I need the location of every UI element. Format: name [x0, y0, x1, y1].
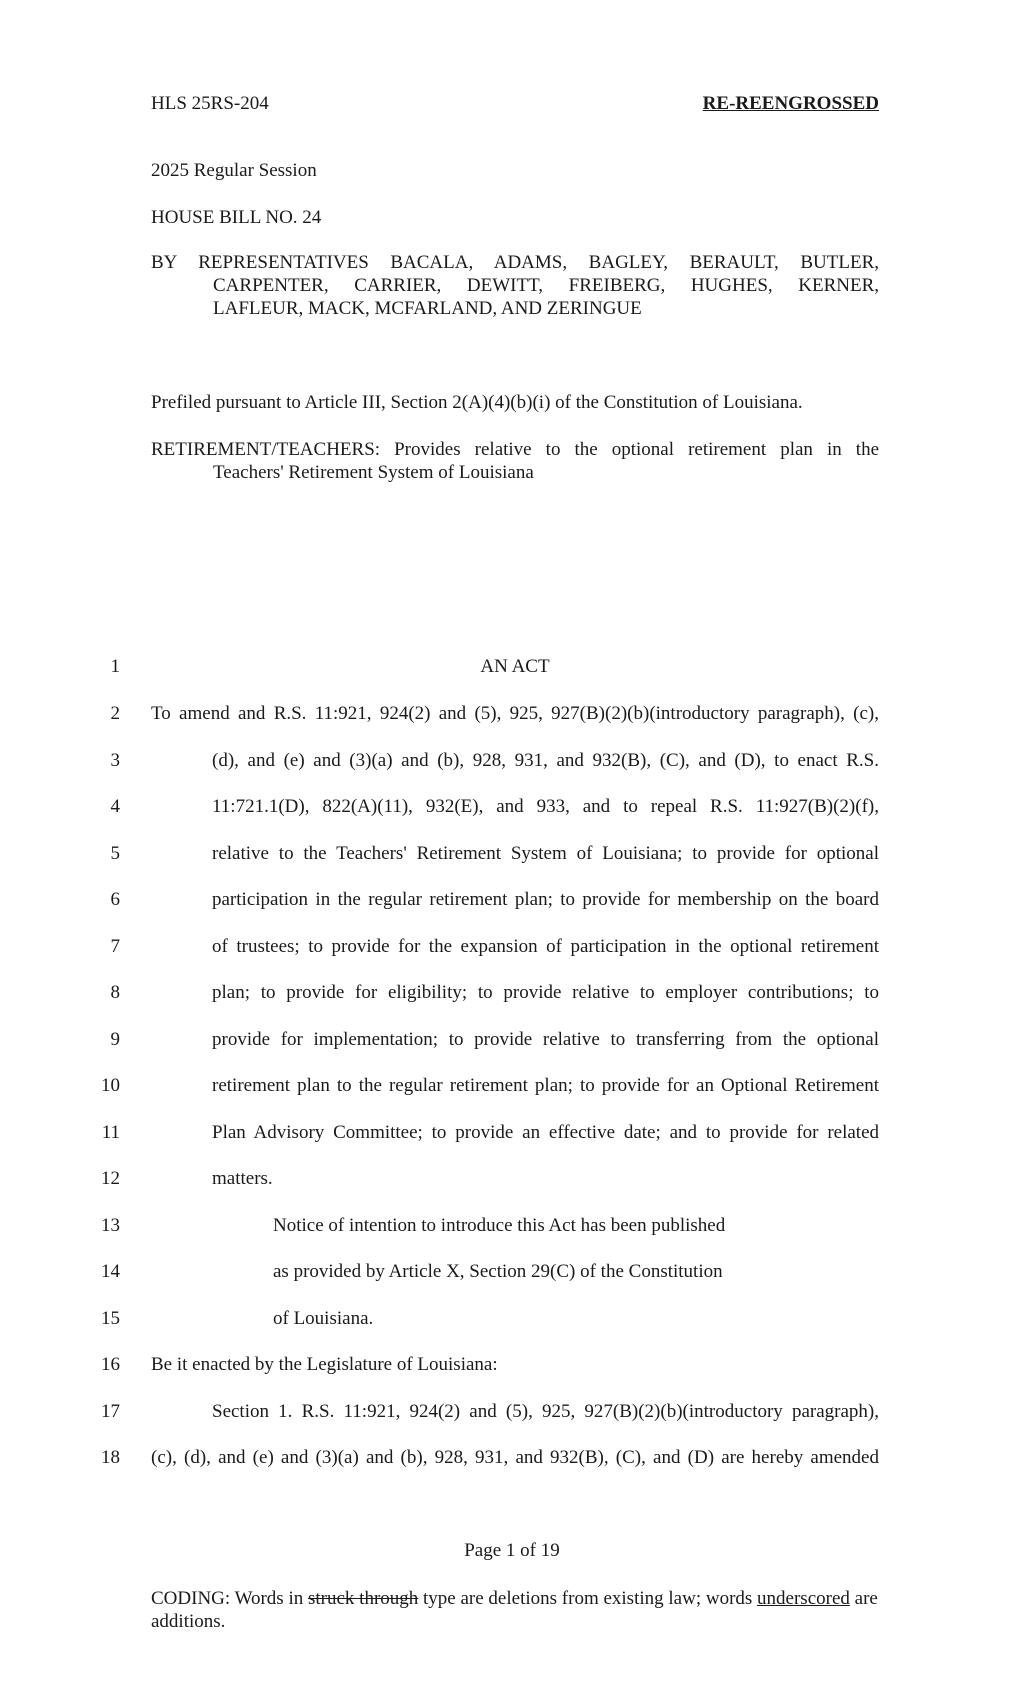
digest-line-2: Teachers' Retirement System of Louisiana — [213, 462, 534, 483]
digest-line-1: RETIREMENT/TEACHERS: Provides relative to the optional retirement plan in the — [151, 439, 879, 460]
numbered-line — [0, 1261, 1024, 1291]
document-status: RE-REENGROSSED — [702, 93, 879, 114]
numbered-line — [0, 843, 1024, 873]
line-number: 5 — [110, 843, 120, 864]
numbered-line — [0, 1447, 1024, 1477]
line-text: Section 1. R.S. 11:921, 924(2) and (5), 925, 927(B)(2)(b)(introductory paragraph), — [212, 1401, 879, 1422]
page-number: Page 1 of 19 — [464, 1540, 560, 1561]
numbered-line — [0, 703, 1024, 733]
session-label: 2025 Regular Session — [151, 160, 317, 181]
line-text: provide for implementation; to provide relative to transferring from the optional — [212, 1029, 879, 1050]
numbered-line — [0, 750, 1024, 780]
line-text: Be it enacted by the Legislature of Louisiana: — [151, 1354, 498, 1375]
line-number: 16 — [101, 1354, 120, 1375]
line-text: Plan Advisory Committee; to provide an effective date; and to provide for related — [212, 1122, 879, 1143]
line-number: 11 — [101, 1122, 120, 1143]
coding-prefix: CODING: Words in — [151, 1588, 308, 1609]
line-text: (c), (d), and (e) and (3)(a) and (b), 928, 931, and 932(B), (C), and (D) are hereby amended — [151, 1447, 879, 1468]
line-number: 6 — [110, 889, 120, 910]
line-number: 4 — [110, 796, 120, 817]
line-text: (d), and (e) and (3)(a) and (b), 928, 931, and 932(B), (C), and (D), to enact R.S. — [212, 750, 879, 771]
line-number: 12 — [101, 1168, 120, 1189]
coding-underscore-example: underscored — [757, 1588, 850, 1609]
sponsor-list — [151, 251, 879, 320]
line-text: To amend and R.S. 11:921, 924(2) and (5), 925, 927(B)(2)(b)(introductory paragraph), (c), — [151, 703, 879, 724]
document-id: HLS 25RS-204 — [151, 93, 269, 114]
act-heading: AN ACT — [480, 656, 550, 677]
line-text: participation in the regular retirement plan; to provide for membership on the board — [212, 889, 879, 910]
coding-strike-example: struck through — [307, 1588, 419, 1609]
line-text: retirement plan to the regular retirement plan; to provide for an Optional Retirement — [212, 1075, 879, 1096]
line-number: 10 — [101, 1075, 120, 1096]
coding-middle: type are deletions from existing law; words — [418, 1588, 758, 1609]
line-number: 18 — [101, 1447, 120, 1468]
line-number: 8 — [110, 982, 120, 1003]
numbered-line — [0, 656, 1024, 686]
line-text: of Louisiana. — [273, 1308, 374, 1329]
line-number: 3 — [110, 750, 120, 771]
numbered-line — [0, 1122, 1024, 1152]
numbered-line — [0, 1308, 1024, 1338]
sponsor-line-2: CARPENTER, CARRIER, DEWITT, FREIBERG, HUGHES, KERNER, — [213, 275, 879, 296]
line-text: 11:721.1(D), 822(A)(11), 932(E), and 933, and to repeal R.S. 11:927(B)(2)(f), — [212, 796, 879, 817]
line-number: 7 — [110, 936, 120, 957]
line-number: 9 — [110, 1029, 120, 1050]
line-number: 17 — [101, 1401, 120, 1422]
numbered-line — [0, 982, 1024, 1012]
sponsor-line-1: BY REPRESENTATIVES BACALA, ADAMS, BAGLEY, BERAULT, BUTLER, — [151, 252, 879, 273]
numbered-line — [0, 1401, 1024, 1431]
coding-suffix: are additions. — [151, 1588, 878, 1632]
line-number: 1 — [110, 656, 120, 677]
numbered-line — [0, 1215, 1024, 1245]
line-text: as provided by Article X, Section 29(C) of the Constitution — [273, 1261, 723, 1282]
line-text: relative to the Teachers' Retirement System of Louisiana; to provide for optional — [212, 843, 879, 864]
line-text: of trustees; to provide for the expansion of participation in the optional retirement — [212, 936, 879, 957]
line-number: 13 — [101, 1215, 120, 1236]
line-number: 2 — [110, 703, 120, 724]
numbered-line — [0, 889, 1024, 919]
prefiled-note: Prefiled pursuant to Article III, Section 2(A)(4)(b)(i) of the Constitution of Louisiana. — [151, 392, 803, 413]
line-text: plan; to provide for eligibility; to provide relative to employer contributions; to — [212, 982, 879, 1003]
bill-digest — [151, 438, 879, 484]
numbered-line — [0, 1354, 1024, 1384]
sponsor-line-3: LAFLEUR, MACK, MCFARLAND, AND ZERINGUE — [213, 298, 642, 319]
bill-number: HOUSE BILL NO. 24 — [151, 207, 322, 228]
line-number: 15 — [101, 1308, 120, 1329]
numbered-line — [0, 936, 1024, 966]
numbered-line — [0, 796, 1024, 826]
line-number: 14 — [101, 1261, 120, 1282]
coding-note — [151, 1587, 879, 1633]
numbered-line — [0, 1168, 1024, 1198]
numbered-line — [0, 1029, 1024, 1059]
line-text: matters. — [212, 1168, 273, 1189]
line-text: Notice of intention to introduce this Act has been published — [273, 1215, 726, 1236]
numbered-line — [0, 1075, 1024, 1105]
